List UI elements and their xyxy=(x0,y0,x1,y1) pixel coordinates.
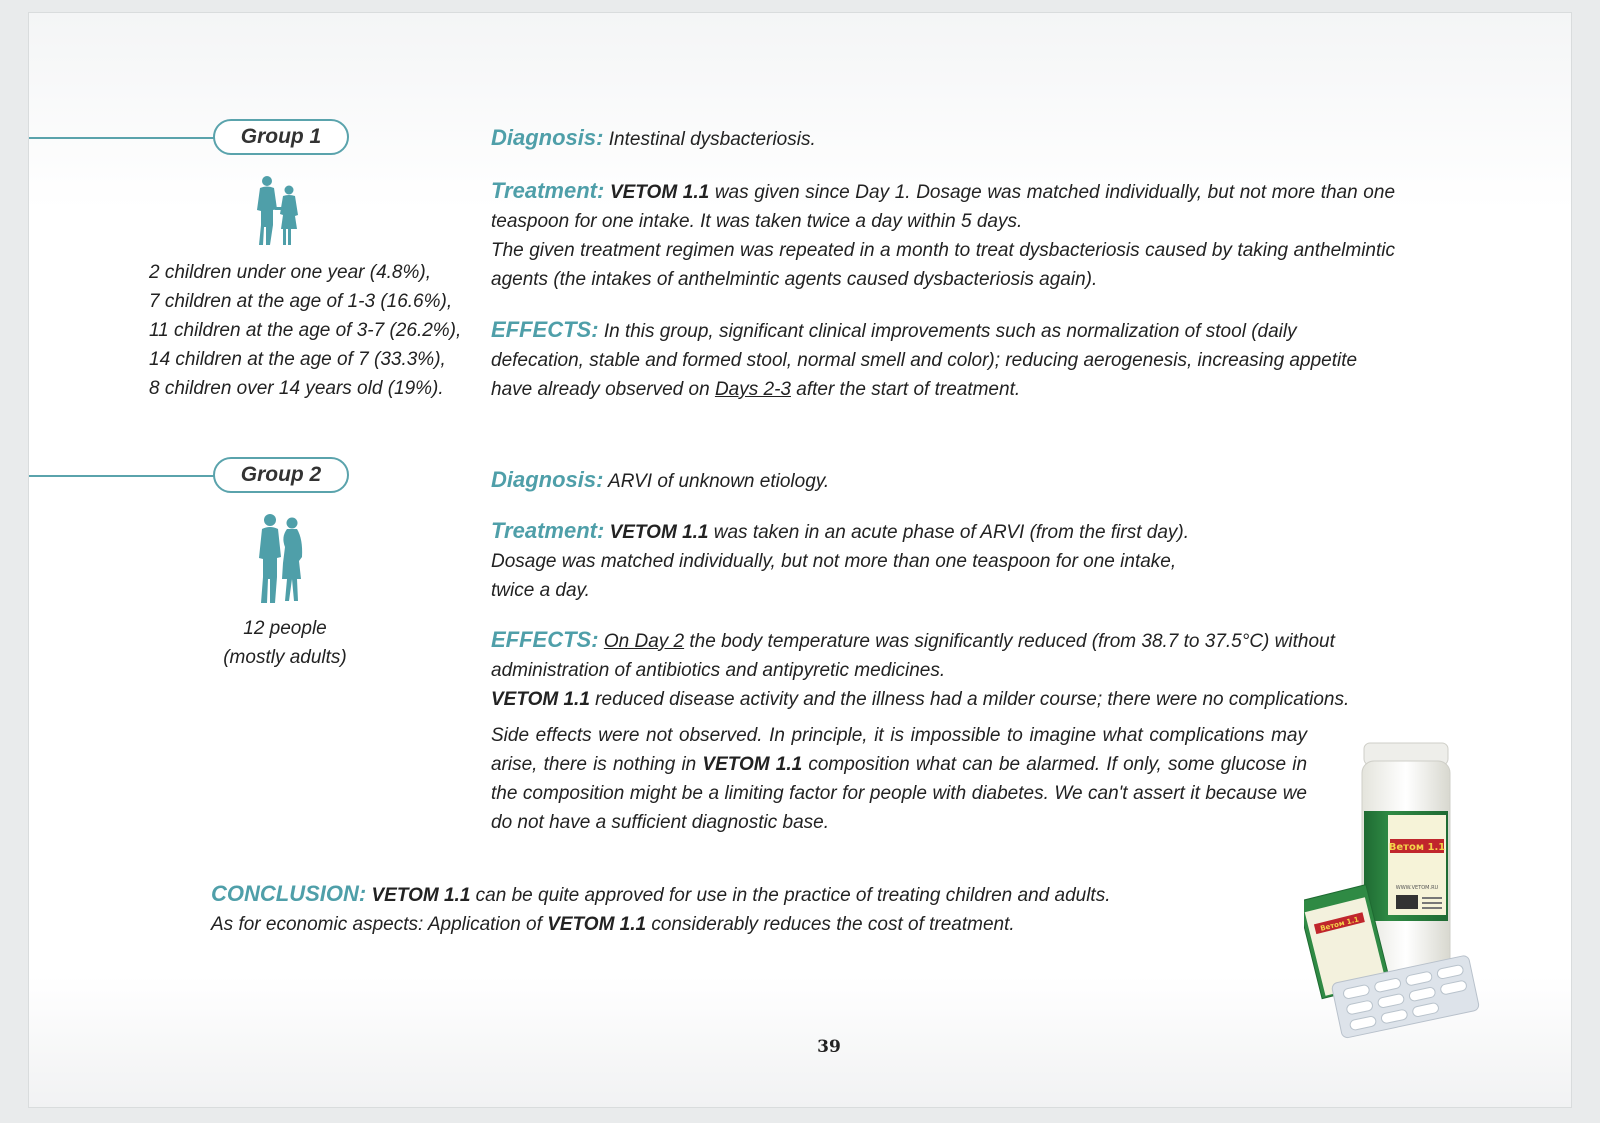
conclusion-text-2: As for economic aspects: Application of xyxy=(211,914,548,935)
product-name: VETOM 1.1 xyxy=(609,182,710,203)
diagnosis-text: Intestinal dysbacteriosis. xyxy=(603,129,816,150)
children-silhouette-icon xyxy=(251,175,307,247)
diagnosis-label: Diagnosis: xyxy=(491,125,604,150)
group1-treatment xyxy=(491,176,1395,294)
treatment-label: Treatment: xyxy=(491,178,605,203)
effects-underlined-day: On Day 2 xyxy=(603,631,685,652)
group2-pill xyxy=(213,457,349,493)
group1-rule xyxy=(29,137,215,139)
population-item: (mostly adults) xyxy=(223,647,347,668)
group1-population-list xyxy=(149,258,489,403)
product-name: VETOM 1.1 xyxy=(366,885,471,906)
population-item: 14 children at the age of 7 (33.3%), xyxy=(149,349,446,370)
population-item: 8 children over 14 years old (19%). xyxy=(149,378,444,399)
effects-text-2: reduced disease activity and the illness had a milder course; there were no complications. xyxy=(589,689,1350,710)
product-name: VETOM 1.1 xyxy=(491,689,590,710)
treatment-text-2: The given treatment regimen was repeated in a month to treat dysbacteriosis caused by taking anthelmintic agents (the intakes of anthelmintic agents caused dysbacteriosis again). xyxy=(491,240,1395,290)
side-effects-text-2: composition what can be alarmed. If only, some glucose in the composition might be a limiting factor for people with diabetes. We can't assert it because we do not have a sufficient diagnostic base. xyxy=(491,754,1308,833)
group1-pill xyxy=(213,119,349,155)
group2-population xyxy=(185,614,385,672)
sachet-label-text: Ветом 1.1 xyxy=(1319,915,1360,933)
population-item: 11 children at the age of 3-7 (26.2%), xyxy=(149,320,462,341)
group1-diagnosis xyxy=(491,123,1395,154)
group2-label: Group 2 xyxy=(240,463,322,486)
diagnosis-label: Diagnosis: xyxy=(491,467,604,492)
vetom-product-package-icon xyxy=(1304,741,1484,1041)
group2-treatment xyxy=(491,516,1395,605)
treatment-line-1: was taken in an acute phase of ARVI (from the first day). xyxy=(708,522,1189,543)
conclusion-text-3: considerably reduces the cost of treatment. xyxy=(646,914,1015,935)
group2-effects xyxy=(491,625,1403,714)
group1-effects xyxy=(491,315,1361,404)
effects-text-end: after the start of treatment. xyxy=(790,379,1021,400)
side-effects-text-1: Side effects were not observed. In principle, it is impossible to imagine what complications may arise, there is nothing in xyxy=(491,725,1307,775)
side-effects-paragraph xyxy=(491,721,1307,837)
product-name: VETOM 1.1 xyxy=(547,914,647,935)
jar-label-text: Ветом 1.1 xyxy=(1388,842,1446,853)
effects-text: In this group, significant clinical improvements such as normalization of stool (daily defecation, stable and formed stool, normal smell and color); reducing aerogenesis, increasing appetite have already observed on xyxy=(491,321,1358,400)
product-name: VETOM 1.1 xyxy=(702,754,803,775)
product-name: VETOM 1.1 xyxy=(609,522,709,543)
conclusion-label: CONCLUSION: xyxy=(211,881,367,906)
conclusion-text-1: can be quite approved for use in the practice of treating children and adults. xyxy=(470,885,1111,906)
treatment-label: Treatment: xyxy=(491,518,605,543)
effects-text: the body temperature was significantly reduced (from 38.7 to 37.5°C) without administration of antibiotics and antipyretic medicines. xyxy=(491,631,1335,681)
page-number: 39 xyxy=(817,1037,841,1057)
jar-website-text: WWW.VETOM.RU xyxy=(1395,885,1439,891)
diagnosis-text: ARVI of unknown etiology. xyxy=(603,471,830,492)
conclusion xyxy=(211,879,1211,939)
effects-underlined-days: Days 2-3 xyxy=(714,379,791,400)
effects-label: EFFECTS: xyxy=(491,627,599,652)
treatment-text: was given since Day 1. Dosage was matched individually, but not more than one teaspoon for one intake. It was taken twice a day within 5 days. xyxy=(491,182,1396,232)
effects-label: EFFECTS: xyxy=(491,317,599,342)
treatment-line-2: Dosage was matched individually, but not more than one teaspoon for one intake, xyxy=(491,551,1177,572)
population-item: 2 children under one year (4.8%), xyxy=(149,262,431,283)
population-item: 7 children at the age of 1-3 (16.6%), xyxy=(149,291,453,312)
document-page xyxy=(28,12,1572,1108)
group2-rule xyxy=(29,475,215,477)
adults-silhouette-icon xyxy=(251,513,311,605)
population-item: 12 people xyxy=(243,618,327,639)
group2-diagnosis xyxy=(491,465,1395,496)
treatment-line-3: twice a day. xyxy=(491,580,590,601)
group1-label: Group 1 xyxy=(240,125,322,148)
